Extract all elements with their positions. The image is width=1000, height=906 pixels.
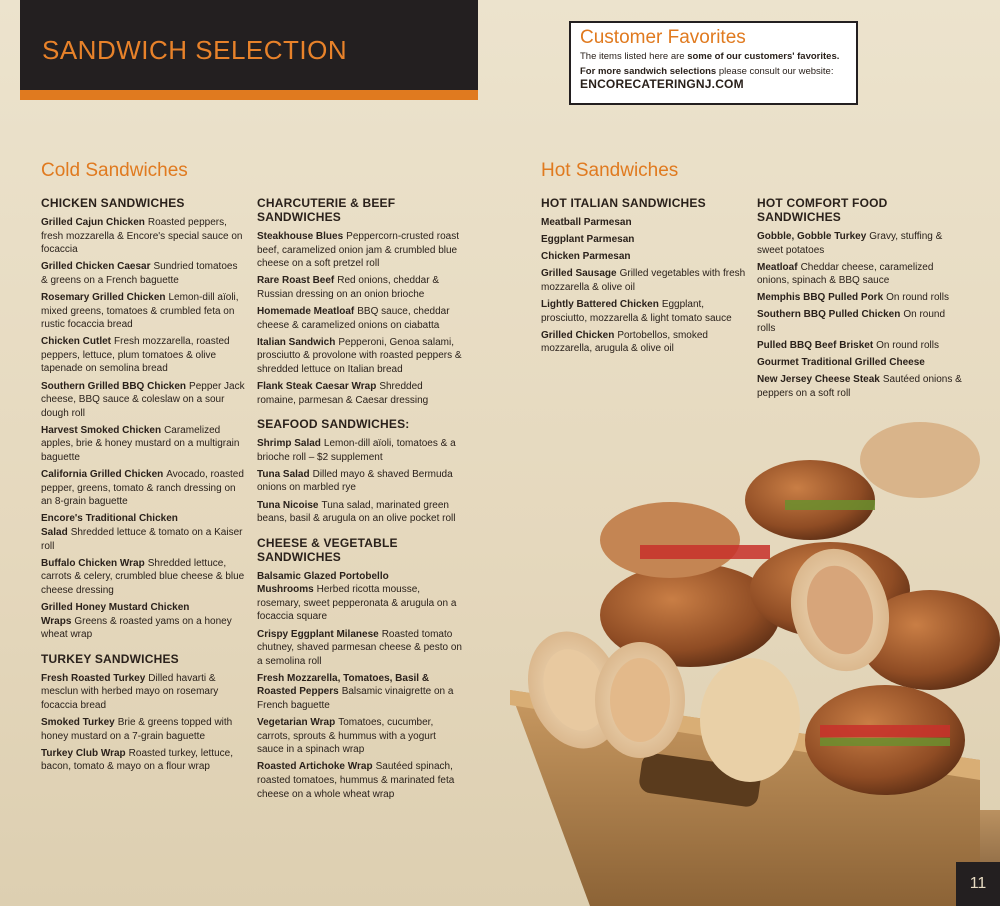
menu-item-description: Lemon-dill aïoli, mixed greens, tomatoes & crumbled feta on rustic focaccia bread [41,291,239,331]
category-heading: CHEESE & VEGETABLE SANDWICHES [257,535,398,564]
menu-item-description: Caramelized apples, brie & honey mustard on a multigrain baguette [41,424,240,463]
page-number: 11 [956,862,1000,906]
menu-item-description: Shredded romaine, parmesan & Caesar dressing [257,380,429,406]
menu-item-name: Shrimp Salad [257,438,321,450]
menu-item [257,274,462,301]
menu-item-description: Red onions, cheddar & Russian dressing on an onion brioche [257,275,439,300]
menu-item-name: Memphis BBQ Pulled Pork [757,292,884,304]
menu-item-name: Chicken Cutlet [41,336,112,348]
category-heading: HOT ITALIAN SANDWICHES [541,196,706,210]
menu-item [41,716,246,743]
page-title: SANDWICH SELECTION [42,35,348,65]
menu-item-name: Tuna Salad [257,468,310,480]
menu-item [41,601,246,642]
sandwich-platter-image [510,400,1000,906]
menu-item [257,760,462,801]
menu-item [541,233,746,247]
menu-item-description: Shredded lettuce & tomato on a Kaiser roll [41,526,243,552]
menu-item-description: Lemon-dill aïoli, tomatoes & a brioche roll – $2 supplement [257,438,456,463]
menu-item-name: Encore's Traditional Chicken Salad [41,513,178,538]
customer-favorites-box [569,21,858,105]
menu-item [541,216,746,230]
menu-item [257,305,462,332]
menu-item-name: Fresh Roasted Turkey [41,672,146,684]
menu-item-name: Vegetarian Wrap [257,717,336,729]
menu-item-description: Roasted turkey, lettuce, bacon, tomato & mayo on a flour wrap [41,747,233,773]
menu-item-name: California Grilled Chicken [41,469,164,481]
menu-item [757,230,962,257]
cold-column-2 [257,196,462,805]
menu-item-name: Lightly Battered Chicken [541,298,659,310]
menu-item [257,468,462,495]
menu-item-description: Eggplant, prosciutto, mozzarella & light tomato sauce [541,298,732,324]
menu-item [41,380,246,421]
menu-item [757,356,962,370]
menu-item-description: Tuna salad, marinated green beans, basil & arugula on an olive pocket roll [257,499,456,525]
menu-item-description: Brie & greens topped with honey mustard on a 7-grain baguette [41,717,233,742]
menu-item [257,230,462,271]
category-heading: SEAFOOD SANDWICHES: [257,417,410,432]
menu-item-name: New Jersey Cheese Steak [757,374,880,386]
favorites-note-text: The items listed here are [580,51,688,62]
menu-item [541,267,746,294]
menu-item-description: Sautéed onions & peppers on a soft roll [757,374,962,399]
menu-item [41,335,246,376]
menu-item [541,298,746,325]
cold-sandwiches-title: Cold Sandwiches [41,160,188,181]
menu-item-name: Southern Grilled BBQ Chicken [41,380,187,392]
menu-item [757,261,962,288]
hot-sandwiches-title: Hot Sandwiches [541,160,679,181]
menu-item [41,216,246,257]
menu-item-name: Fresh Mozzarella, Tomatoes, Basil & Roasted Peppers [257,672,430,698]
menu-item-name: Rare Roast Beef [257,275,335,287]
menu-item-name: Homemade Meatloaf [257,305,355,317]
favorites-more-bold: For more sandwich selections [580,66,717,77]
menu-item-description: Shredded lettuce, carrots & celery, crumbled blue cheese & blue cheese dressing [41,557,245,596]
cold-column-1 [41,196,246,777]
favorites-more-text: please consult our website: [716,66,834,77]
menu-item-name: Steakhouse Blues [257,231,344,242]
menu-item-name: Balsamic Glazed Portobello Mushrooms [257,570,389,596]
menu-item-name: Buffalo Chicken Wrap [41,557,145,569]
menu-item-description: Dilled mayo & shaved Bermuda onions on marbled rye [257,468,453,494]
menu-item-description: Pepper Jack cheese, BBQ sauce & coleslaw on a sour dough roll [41,380,245,419]
menu-item-description: Sautéed spinach, roasted tomatoes, hummus & marinated feta cheese on a whole wheat wrap [257,761,455,800]
menu-item [257,570,462,624]
menu-item-description: Pepperoni, Genoa salami, prosciutto & provolone with roasted peppers & shredded lettuce on Italian bread [257,336,462,375]
menu-item-name: Crispy Eggplant Milanese [257,628,379,640]
menu-item-description: Dilled havarti & mesclun with herbed mayo on rosemary focaccia bread [41,672,219,711]
menu-item-description: Cheddar cheese, caramelized onions, spinach & BBQ sauce [757,261,934,287]
menu-item-description: BBQ sauce, cheddar cheese & caramelized onions on ciabatta [257,305,450,331]
menu-item-description: Sundried tomatoes & greens on a French baguette [41,261,238,286]
menu-item [41,512,246,553]
menu-item [41,260,246,287]
menu-item-description: Gravy, stuffing & sweet potatoes [757,231,943,256]
menu-item-description: Roasted peppers, fresh mozzarella & Encore's special sauce on focaccia [41,217,243,256]
menu-item-description: Herbed ricotta mousse, rosemary, sweet pepperonata & arugula on a focaccia square [257,584,457,623]
website-link[interactable]: ENCORECATERINGNJ.COM [580,77,744,91]
category-heading: CHARCUTERIE & BEEF SANDWICHES [257,196,396,224]
menu-item-name: Grilled Honey Mustard Chicken Wraps [41,601,190,627]
menu-item-name: Grilled Sausage [541,268,617,280]
menu-item-description: Grilled vegetables with fresh mozzarella & olive oil [541,268,746,293]
menu-item-name: Grilled Chicken [541,329,615,341]
menu-item-name: Meatloaf [757,261,798,273]
menu-item-description: Roasted tomato chutney, shaved parmesan cheese & pesto on a semolina roll [257,628,462,667]
menu-item-description: On round rolls [886,292,949,304]
menu-item [757,339,962,353]
menu-item-description: On round rolls [757,309,946,335]
menu-item-name: Smoked Turkey [41,717,115,728]
favorites-note [580,51,847,63]
menu-item-name: Harvest Smoked Chicken [41,424,162,436]
menu-item-name: Grilled Chicken Caesar [41,261,151,273]
menu-item-name: Turkey Club Wrap [41,747,126,759]
menu-item [41,557,246,598]
menu-item [257,380,462,407]
menu-item [257,628,462,669]
menu-item-name: Chicken Parmesan [541,251,631,263]
menu-item [757,291,962,305]
menu-item-description: Greens & roasted yams on a honey wheat wrap [41,615,232,641]
menu-item [41,291,246,332]
menu-item-name: Meatball Parmesan [541,217,632,228]
menu-item [41,672,246,713]
favorites-note-bold: some of our customers' favorites. [687,51,840,62]
menu-item-name: Pulled BBQ Beef Brisket [757,340,874,352]
menu-item-name: Grilled Cajun Chicken [41,217,145,228]
menu-item-name: Rosemary Grilled Chicken [41,291,166,303]
menu-item-name: Gobble, Gobble Turkey [757,231,867,242]
menu-item-name: Eggplant Parmesan [541,234,635,246]
menu-item [541,250,746,264]
menu-item-name: Tuna Nicoise [257,499,319,511]
menu-item-description: Fresh mozzarella, roasted peppers, lettuce, plum tomatoes & olive tapenade on semolina bread [41,336,230,375]
menu-item-description: Avocado, roasted pepper, greens, tomato & ranch dressing on an 8-grain baguette [41,469,244,508]
menu-item-name: Roasted Artichoke Wrap [257,761,373,773]
hot-column-1 [541,196,746,359]
menu-item-name: Gourmet Traditional Grilled Cheese [757,357,925,369]
menu-item [541,329,746,356]
menu-item [41,424,246,465]
menu-item-description: Tomatoes, cucumber, carrots, sprouts & hummus with a yogurt sauce in a spinach wrap [257,717,436,756]
menu-item [257,499,462,526]
menu-item-description: Portobellos, smoked mozzarella, arugula & olive oil [541,329,708,355]
menu-item [41,468,246,509]
menu-item-name: Southern BBQ Pulled Chicken [757,309,901,321]
menu-item-name: Italian Sandwich [257,336,336,348]
header-accent-stripe [20,90,478,100]
menu-item-description: Peppercorn-crusted roast beef, caramelized onion jam & crumbled blue cheese on a soft pretzel roll [257,231,459,270]
menu-item [41,747,246,774]
category-heading: TURKEY SANDWICHES [41,651,179,666]
favorites-title: Customer Favorites [580,27,746,48]
hot-column-2 [757,196,962,404]
menu-item [257,716,462,757]
menu-item [757,308,962,335]
menu-item-description: Balsamic vinaigrette on a French baguette [257,686,454,712]
menu-item-name: Flank Steak Caesar Wrap [257,380,377,392]
category-heading: HOT COMFORT FOOD SANDWICHES [757,196,888,224]
menu-item [757,373,962,400]
menu-item-description: On round rolls [876,340,939,352]
category-heading: CHICKEN SANDWICHES [41,196,185,210]
menu-item [257,437,462,464]
menu-item [257,672,462,713]
menu-item [257,336,462,377]
